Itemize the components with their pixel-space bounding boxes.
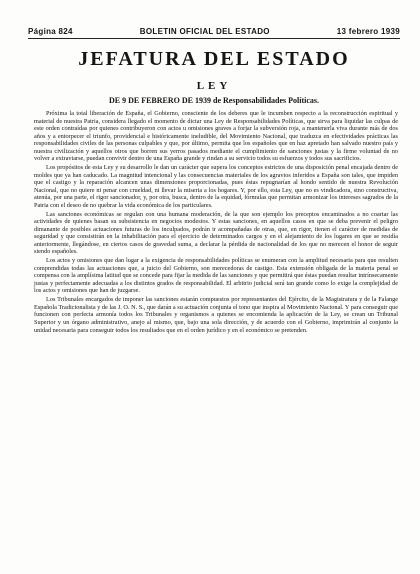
paragraph: Las sanciones económicas se regulan con una humana moderación, de la que son ejemplo los preceptos encaminados a no coartar las actividades de quienes basan su subsistencia en negocios modestos. Y estas sanciones, en aquellos casos en que se deba prevenir el peligro dimanante de posibles actuaciones futuras de los inculpados, podrán ir acompañadas de otras, que, en rigor, tienen el carácter de medidas de seguridad y que consistirán en la inhabilitación para el ejercicio de determinados cargos y en el alejamiento de los lugares en que se residía anteriormente, llegándose, en ciertos casos de gravedad suma, a declarar la pérdida de nacionalidad de los que no merecen el honor de seguir siendo españoles.	[34, 210, 398, 256]
paragraph: Los Tribunales encargados de imponer las sanciones estarán compuestos por representantes del Ejército, de la Magistratura y de la Falange Española Tradicionalista y de las J. O. N. S., que darán a su actuación conjunta el tono que inspira al Movimiento Nacional. Y para conseguir que funcionen con perfecta armonía todos los Tribunales y organismos a quienes se encomienda la aplicación de la Ley, se crean un Tribunal Superior y un órgano administrativo, anejo al mismo, que, bajo una sola dirección, y de acuerdo con el Gobierno, imprimirán al conjunto la unidad necesaria para conseguir todos los resultados que en el orden jurídico y en el económico se pretenden.	[34, 296, 398, 334]
preamble-text	[34, 110, 398, 335]
paragraph: Los actos y omisiones que dan lugar a la exigencia de responsabilidades políticas se enumeran con la amplitud necesaria para que resulten comprendidas todas las actuaciones que, a juicio del Gobierno, son merecedoras de castigo. Esta extensión obligada de la materia penal se compensa con la amplísima latitud que se concede para fijar la medida de las sanciones y que permitirá que éstas puedan resultar intrínsecamente justas y perfectamente adecuadas a los distintos grados de responsabilidad. El arbitrio judicial será tan grande como lo exige la complejidad de los actos y omisiones que han de juzgarse.	[34, 257, 398, 295]
page-number: Página 824	[28, 26, 73, 36]
law-dateline: DE 9 DE FEBRERO DE 1939 de Responsabilidades Políticas.	[108, 96, 320, 105]
paragraph: Próxima la total liberación de España, el Gobierno, consciente de los deberes que le incumben respecto a la reconstrucción espiritual y material de nuestra Patria, considera llegado el momento de dictar una Ley de Responsabilidades Políticas, que sirva para liquidar las culpas de este orden contraídas por quienes contribuyeron con actos u omisiones graves a forjar la subversión roja, a mantenerla viva durante más de dos años y a entorpecer el triunfo, providencial e históricamente ineludible, del Movimiento Nacional, que traduzca en efectividades prácticas las responsabilidades civiles de las personas culpables y que, por último, permita que los españoles que en haz apretado han salvado nuestro país y nuestra civilización y aquellos otros que borren sus yerros pasados mediante el cumplimiento de sanciones justas y la firme voluntad de no volver a extraviarse, puedan convivir dentro de una España grande y rindan a su servicio todos su esfuerzos y todos sus sacrificios.	[34, 110, 398, 163]
section-masthead: JEFATURA DEL ESTADO	[78, 48, 350, 70]
running-header	[28, 25, 400, 37]
header-divider	[28, 38, 400, 39]
law-title: LEY	[196, 80, 232, 92]
journal-name: BOLETIN OFICIAL DEL ESTADO	[139, 26, 270, 36]
paragraph: Los propósitos de esta Ley y su desarrollo le dan un carácter que supera los conceptos estrictos de una disposición penal encajada dentro de moldes que ya han caducado. La magnitud intencional y las consecuencias materiales de los agravios inferidos a España son tales, que impiden que el castigo y la reparación alcancen unas dimensiones proporcionadas, pues éstas repugnarían al hondo sentido de nuestra Revolución Nacional, que no quiere ni penar con crueldad, ni llevar la miseria a los hogares. Y, por ello, esta Ley, que no es vindicadora, sino constructiva, atenúa, por una parte, el rigor sancionador, y, por otra, busca, dentro de la equidad, fórmulas que permitan armonizar los intereses sagrados de la Patria con el deseo de no quebrar la vida económica de los particulares.	[34, 164, 398, 209]
issue-date: 13 febrero 1939	[336, 26, 400, 36]
